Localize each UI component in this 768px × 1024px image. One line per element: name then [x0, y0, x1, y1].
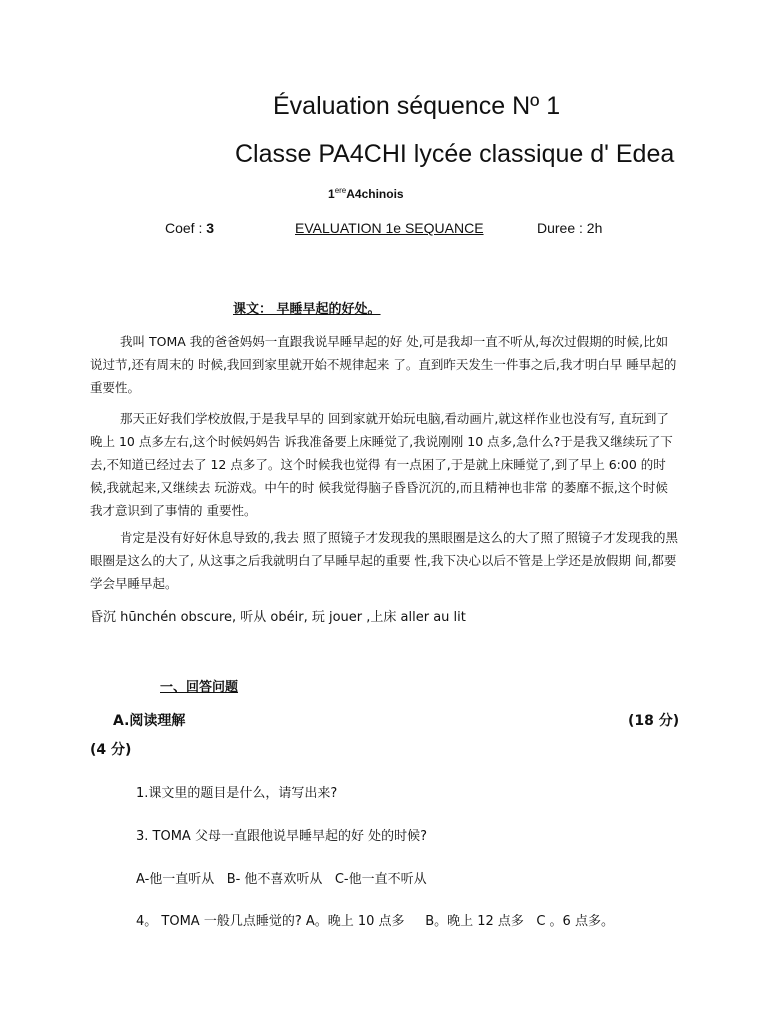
class-line [328, 186, 404, 201]
paragraph-2: 那天正好我们学校放假,于是我早早的 回到家就开始玩电脑,看动画片,就这样作业也没有写, 直玩到了晚上 10 点多左右,这个时候妈妈告 诉我准备要上床睡觉了,我说刚刚 10 点多,急什么?于是我又继续玩了下去,不知道已经过去了 12 点多了。这个时候我也觉得 有一点困了,于是就上床睡觉了,到了早上 6:00 的时候,我就起来,又继续去 玩游戏。中午的时 候我觉得脑子昏昏沉沉的,而且精神也非常 的萎靡不振,这个时候我才意识到了事情的 重要性。 [90, 411, 673, 518]
title-line-1: Évaluation séquence Nº 1 [273, 92, 561, 120]
class-superscript: ere [334, 186, 347, 195]
sub-points: (4 分) [90, 742, 132, 758]
coef-value: 3 [206, 220, 215, 236]
title-line-2: Classe PA4CHI lycée classique d' Edea [235, 140, 675, 168]
paragraph-3: 肯定是没有好好休息导致的,我去 照了照镜子才发现我的黑眼圈是这么的大了照了照镜子才发现我的黑眼圈是这么的大了, 从这事之后我就明白了早睡早起的重要 性,我下决心以后不管是上学还是放假期 间,都要学会早睡早起。 [90, 530, 678, 591]
vocabulary-line: 昏沉 hūnchén obscure, 听从 obéir, 玩 jouer ,上床 aller au lit [90, 610, 466, 625]
question-3-options: A-他一直听从 B- 他不喜欢听从 C-他一直不听从 [136, 872, 427, 887]
coef-label: Coef : [165, 220, 203, 236]
class-number: 1 [328, 187, 335, 201]
duration: Duree : 2h [537, 220, 603, 236]
text-heading: 课文： 早睡早起的好处。 [233, 302, 381, 317]
part-title: A.阅读理解 [113, 713, 186, 729]
part-points: (18 分) [628, 713, 680, 729]
question-3: 3. TOMA 父母一直跟他说早睡早起的好 处的时候? [136, 829, 427, 844]
class-name: A4chinois [346, 187, 404, 201]
section-heading: 一、回答问题 [160, 680, 239, 695]
evaluation-title: EVALUATION 1e SEQUANCE [295, 220, 484, 236]
question-4: 4。 TOMA 一般几点睡觉的? A。晚上 10 点多 B。晚上 12 点多 C 。6 点多。 [136, 914, 614, 929]
question-1: 1.课文里的题目是什么，请写出来? [136, 786, 338, 801]
coef-line [165, 220, 214, 236]
paragraph-1: 我叫 TOMA 我的爸爸妈妈一直跟我说早睡早起的好 处,可是我却一直不听从,每次过假期的时候,比如说过节,还有周末的 时候,我回到家里就开始不规律起来 了。直到昨天发生一件事之后,我才明白早 睡早起的重要性。 [90, 334, 677, 395]
